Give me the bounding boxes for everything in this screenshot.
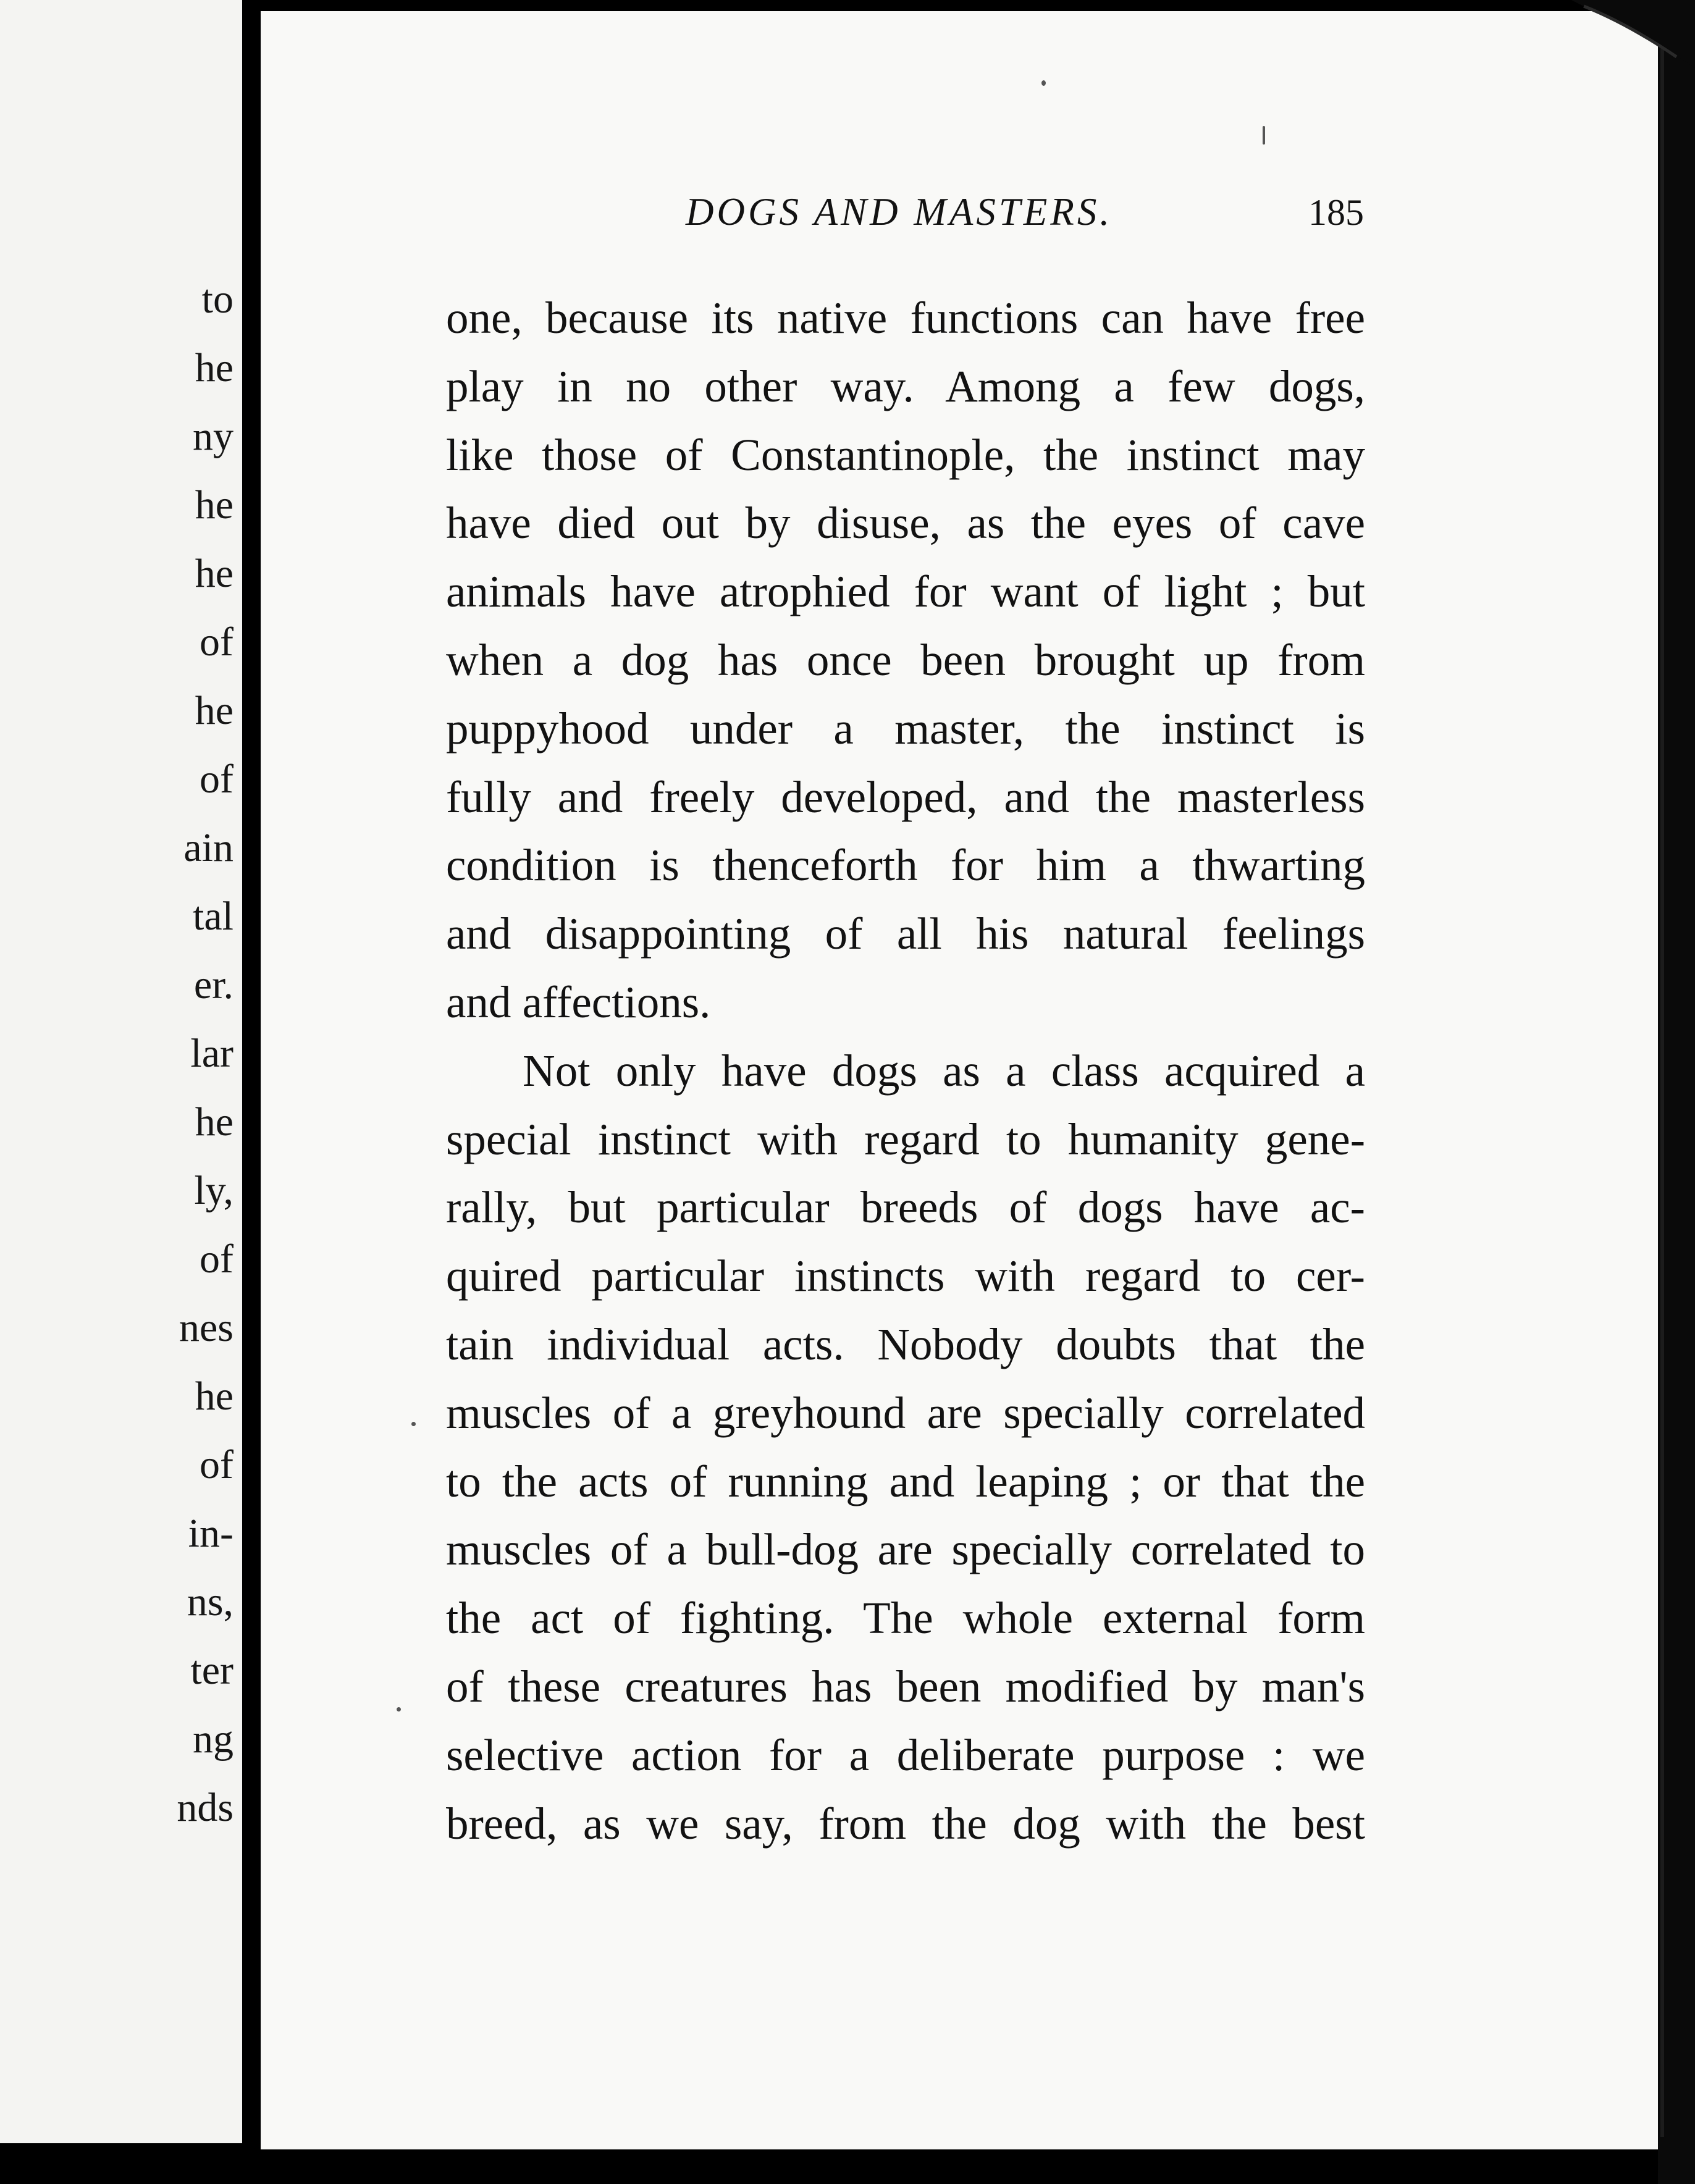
text-line: when a dog has once been brought up from — [446, 634, 1365, 685]
left-line-fragment: he — [195, 1374, 233, 1419]
left-line-fragment: tal — [193, 894, 233, 939]
text-line: special instinct with regard to humanity gene- — [446, 1114, 1365, 1164]
left-line-fragment: nes — [179, 1305, 233, 1350]
page-corner-curl — [1571, 0, 1695, 68]
text-line: quired particular instincts with regard to cer- — [446, 1251, 1365, 1301]
page-edge-line — [1660, 37, 1664, 2137]
book-gutter — [242, 0, 261, 2184]
paper-speck — [397, 1707, 401, 1712]
left-line-fragment: to — [201, 277, 233, 322]
running-head: DOGS AND MASTERS. — [686, 190, 1113, 233]
left-line-fragment: ly, — [194, 1168, 233, 1213]
text-line: muscles of a greyhound are specially correlated — [446, 1387, 1365, 1438]
left-page-fragment — [0, 0, 242, 2143]
text-line: rally, but particular breeds of dogs have ac- — [446, 1182, 1365, 1233]
text-line: breed, as we say, from the dog with the best — [446, 1798, 1365, 1849]
text-line: of these creatures has been modified by man's — [446, 1661, 1365, 1712]
left-line-fragment: he — [195, 482, 233, 527]
left-line-fragment: he — [195, 688, 233, 733]
page-number: 185 — [1308, 192, 1364, 233]
body-text — [446, 284, 1365, 1858]
left-line-fragment: ny — [193, 414, 233, 459]
left-line-fragment: ain — [183, 825, 233, 870]
paper-speck — [1263, 126, 1265, 145]
text-line: have died out by disuse, as the eyes of cave — [446, 498, 1365, 548]
left-line-fragment: nds — [177, 1785, 233, 1830]
text-line: play in no other way. Among a few dogs, — [446, 361, 1365, 411]
text-line: like those of Constantinople, the instinct may — [446, 429, 1365, 480]
text-line: Not only have dogs as a class acquired a — [523, 1045, 1365, 1096]
text-line: muscles of a bull-dog are specially correlated to — [446, 1524, 1365, 1575]
paper-speck — [1041, 80, 1046, 86]
left-line-fragment: he — [195, 551, 233, 596]
text-line: selective action for a deliberate purpose : we — [446, 1729, 1365, 1780]
text-line: fully and freely developed, and the masterless — [446, 771, 1365, 822]
left-line-fragment: ter — [190, 1648, 233, 1693]
text-line: and disappointing of all his natural feelings — [446, 909, 1365, 959]
page-edge-shadow — [1658, 0, 1695, 2184]
left-line-fragment: of — [200, 1237, 233, 1282]
text-line: one, because its native functions can have free — [446, 293, 1365, 343]
left-line-fragment: er. — [193, 962, 233, 1007]
text-line: animals have atrophied for want of light ; but — [446, 566, 1365, 617]
left-line-fragment: he — [195, 345, 233, 390]
text-line: condition is thenceforth for him a thwarting — [446, 840, 1365, 891]
left-line-fragment: he — [195, 1099, 233, 1144]
left-line-fragment: of — [200, 620, 233, 665]
text-line: to the acts of running and leaping ; or that the — [446, 1456, 1365, 1506]
left-line-fragment: lar — [190, 1031, 233, 1076]
left-line-fragment: ns, — [187, 1579, 233, 1624]
left-line-fragment: of — [200, 1442, 233, 1487]
text-line: and affections. — [446, 976, 711, 1027]
text-line: tain individual acts. Nobody doubts that the — [446, 1319, 1365, 1369]
left-line-fragment: of — [200, 757, 233, 802]
left-line-fragment: in- — [188, 1511, 233, 1556]
text-line: the act of fighting. The whole external form — [446, 1593, 1365, 1644]
left-line-fragment: ng — [193, 1716, 233, 1762]
paper-speck — [411, 1422, 416, 1426]
text-line: puppyhood under a master, the instinct is — [446, 703, 1365, 754]
